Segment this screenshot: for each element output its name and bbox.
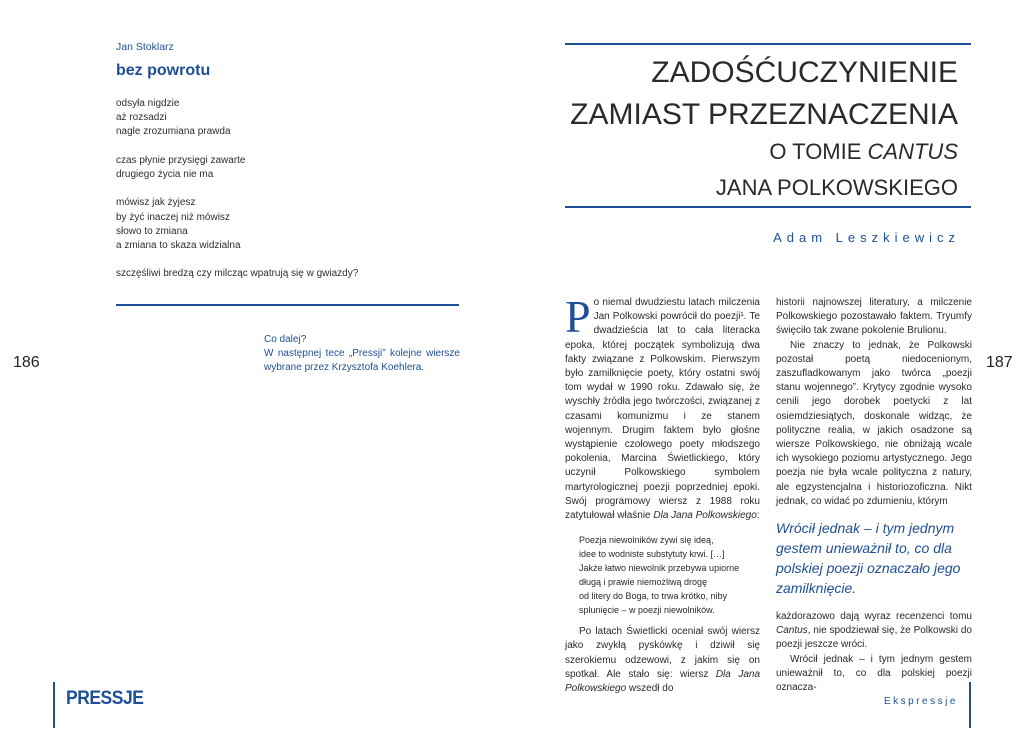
section-label: Ekspressje bbox=[884, 696, 958, 707]
article-title bbox=[565, 52, 958, 136]
poem-line: słowo to zmiana bbox=[116, 225, 188, 237]
stanza bbox=[116, 267, 358, 281]
page-number-left: 186 bbox=[13, 354, 40, 371]
stanza bbox=[116, 196, 358, 253]
paragraph-text: każdorazowo dają wyraz recenzenci tomu bbox=[776, 611, 972, 623]
title-line-1: ZADOŚĆUCZYNIENIE bbox=[651, 56, 958, 89]
title-rule-bottom bbox=[565, 206, 971, 208]
paragraph-text: : bbox=[756, 510, 760, 522]
article-subtitle bbox=[565, 134, 958, 206]
poem-author: Jan Stoklarz bbox=[116, 41, 174, 53]
block-quote bbox=[579, 533, 760, 617]
title-line-2: ZAMIAST PRZEZNACZENIA bbox=[570, 98, 958, 131]
italic-title: Dla Jana Polkowskiego bbox=[653, 510, 757, 522]
quote-line: Poezja niewolników żywi się ideą, bbox=[579, 535, 714, 546]
quote-line: od litery do Boga, to trwa krótko, niby bbox=[579, 591, 728, 602]
quote-line: splunięcie – w poezji niewolników. bbox=[579, 605, 715, 616]
article-author: Adam Leszkiewicz bbox=[773, 230, 960, 245]
poem-body bbox=[116, 97, 358, 296]
poem-line: a zmiana to skaza widzialna bbox=[116, 240, 241, 251]
italic-title: Cantus bbox=[776, 625, 808, 637]
italic-title: Dla Jana Polkowskiego bbox=[565, 668, 761, 695]
paragraph-text: Po latach Świetlicki oceniał swój wiersz jako zwykłą pyskówkę i dziwił się szerokiemu odzewowi, z jakim się on spotkał. Ale stało się: wiersz bbox=[565, 626, 760, 680]
paragraph bbox=[565, 291, 760, 523]
paragraph-text: wszedł do bbox=[626, 683, 674, 695]
next-issue-text: W następnej tece „Pressji” kolejne wiersze wybrane przez Krzysztofa Koehlera. bbox=[264, 348, 460, 373]
pull-quote: Wrócił jednak – i tym jednym gestem unieważnił to, co dla polskiej poezji oznaczało jego zamilknięcie. bbox=[776, 520, 961, 597]
paragraph-text: o niemal dwudziestu latach milczenia Jan Polkowski powrócił do poezji¹. Te dwadzieścia lat to cała literacka epoka, której początek symbolizują dwa fakty związane z Polkowskim. Pierwszym było zamilknięcie poety, który ostatni swój tom wydał w 1990 roku. Zdawało się, że wyschły źródła jego twórczości, związanej z czasami komunizmu i ze stanem wojennym. Drugim faktem było głośne wystąpienie czołowego poety młodszego pokolenia, Marcina Świetlickiego, który uczynił Polkowskiego symbolem martyrologicznej poezji poprzedniej epoki. Swój programowy wiersz z 1988 roku zatytułował właśnie bbox=[565, 297, 760, 522]
poem-line: szczęśliwi bredzą czy milcząc wpatrują się w gwiazdy? bbox=[116, 268, 359, 280]
footer-rule-left bbox=[53, 682, 55, 728]
footer-rule-right bbox=[969, 682, 971, 728]
pressje-logo: PRESSJE bbox=[66, 688, 144, 709]
poem-line: czas płynie przysięgi zawarte bbox=[116, 154, 246, 166]
poem-line: odsyła nigdzie bbox=[116, 98, 180, 109]
stanza bbox=[116, 154, 358, 182]
poem-line: mówisz jak żyjesz bbox=[116, 197, 196, 209]
quote-line: idee to wodniste substytuty krwi. […] bbox=[579, 549, 725, 560]
divider bbox=[116, 304, 459, 306]
stanza bbox=[116, 97, 358, 140]
poem-line: nagle zrozumiana prawda bbox=[116, 126, 231, 138]
next-issue-title: Co dalej? bbox=[264, 334, 307, 345]
text-column-1 bbox=[565, 291, 761, 696]
quote-line: Jakże łatwo niewolnik przebywa upiorne bbox=[579, 563, 740, 574]
drop-cap: P bbox=[565, 291, 591, 342]
paragraph: Wrócił jednak – i tym jednym gestem unieważnił to, co dla polskiej poezji oznacza- bbox=[776, 653, 972, 694]
paragraph bbox=[565, 625, 760, 696]
subtitle-prefix: O TOMIE bbox=[769, 139, 868, 164]
page-number-right: 187 bbox=[986, 354, 1013, 371]
title-rule-top bbox=[565, 43, 971, 45]
paragraph bbox=[776, 610, 972, 653]
poem-title: bez powrotu bbox=[116, 62, 211, 79]
paragraph: historii najnowszej literatury, a milczenie Polkowskiego pozostawało faktem. Tryumfy święciło tak zwane pokolenie Brulionu. bbox=[776, 297, 972, 337]
poem-line: aż rozsadzi bbox=[116, 112, 167, 124]
poem-line: drugiego życia nie ma bbox=[116, 169, 214, 180]
paragraph: Nie znaczy to jednak, że Polkowski pozostał poetą niedocenionym, zaszufladkowanym jako twórca „poezji stanu wojennego”. Krytycy zgodnie wysoko cenili jego dorobek poetycki z lat osiemdziesiątych, doskonale widząc, że polityczne realia, w jakich osadzone są wiersze Polkowskiego, nie obniżają wcale ich wysokiego poziomu artystycznego. Jego poezja nie była wcale polityczna z natury, ale egzystencjalna i historiozoficzna. Nikt jednak, co widać po zdumieniu, którym bbox=[776, 339, 972, 507]
paragraph-text: , nie spodziewał się, że Polkowski do poezji jeszcze wróci. bbox=[776, 625, 972, 651]
text-column-2 bbox=[776, 296, 972, 695]
subtitle-line-2: JANA POLKOWSKIEGO bbox=[715, 175, 958, 200]
next-issue-note bbox=[264, 333, 460, 375]
poem-line: by żyć inaczej niż mówisz bbox=[116, 211, 230, 223]
quote-line: długą i prawie niemożliwą drogę bbox=[579, 577, 708, 588]
subtitle-italic: CANTUS bbox=[867, 139, 958, 164]
